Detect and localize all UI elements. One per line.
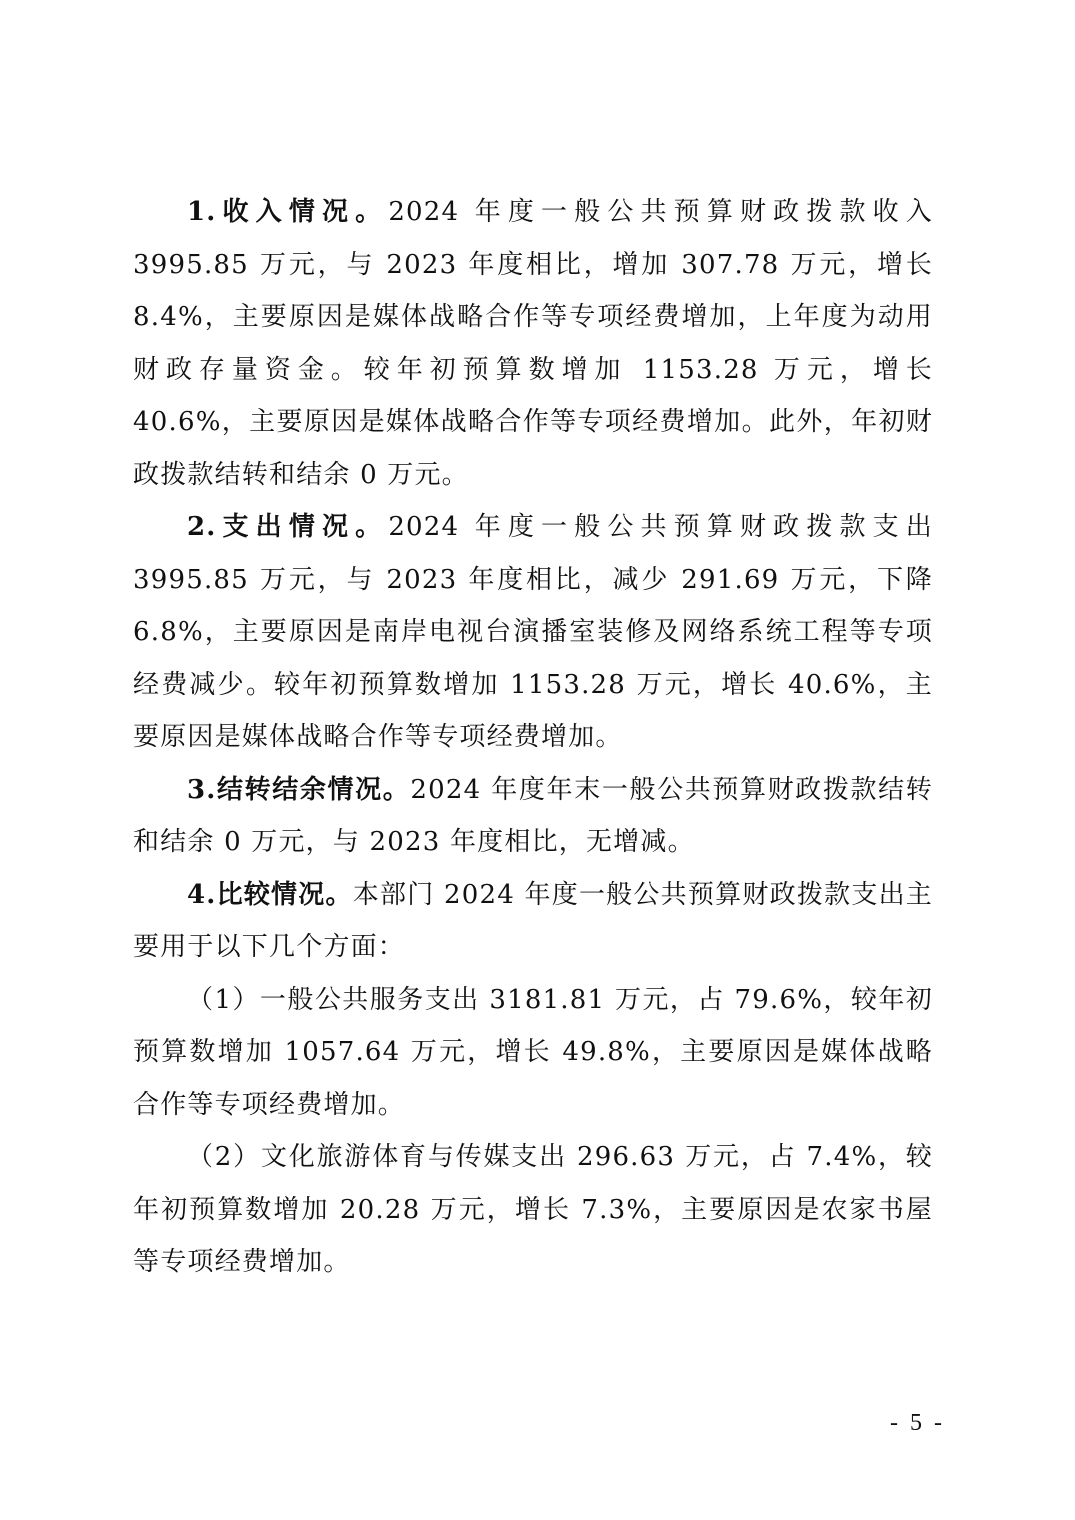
page-number: - 5 - xyxy=(890,1410,945,1436)
section-heading: 1.收入情况。 xyxy=(187,197,389,227)
section-carryover xyxy=(133,764,933,869)
section-heading: 3.结转结余情况。 xyxy=(187,774,411,805)
section-heading: 4.比较情况。 xyxy=(187,879,353,910)
section-text: 2024 年度一般公共预算财政拨款收入 3995.85 万元，与 2023 年度相比，增加 307.78 万元，增长 8.4%，主要原因是媒体战略合作等专项经费增加，上年度为动用财政存量资金。较年初预算数增加 1153.28 万元，增长 40.6%，主要原因是媒体战略合作等专项经费增加。此外，年初财政拨款结转和结余 0 万元。 xyxy=(133,197,933,490)
list-item-culture-media: （2）文化旅游体育与传媒支出 296.63 万元，占 7.4%，较年初预算数增加 20.28 万元，增长 7.3%，主要原因是农家书屋等专项经费增加。 xyxy=(133,1142,933,1277)
document-body xyxy=(133,186,933,1289)
section-text: 2024 年度一般公共预算财政拨款支出 3995.85 万元，与 2023 年度相比，减少 291.69 万元，下降 6.8%，主要原因是南岸电视台演播室装修及网络系统工程等专项经费减少。较年初预算数增加 1153.28 万元，增长 40.6%，主要原因是媒体战略合作等专项经费增加。 xyxy=(133,512,933,752)
section-heading: 2.支出情况。 xyxy=(187,512,389,542)
section-text: 2024 年度年末一般公共预算财政拨款结转和结余 0 万元，与 2023 年度相比，无增减。 xyxy=(133,774,933,857)
section-comparison xyxy=(133,869,933,974)
section-text: 本部门 2024 年度一般公共预算财政拨款支出主要用于以下几个方面： xyxy=(133,879,934,962)
section-income xyxy=(133,186,933,501)
list-item-general-services: （1）一般公共服务支出 3181.81 万元，占 79.6%，较年初预算数增加 1057.64 万元，增长 49.8%，主要原因是媒体战略合作等专项经费增加。 xyxy=(133,984,933,1120)
section-expenditure xyxy=(133,501,933,764)
